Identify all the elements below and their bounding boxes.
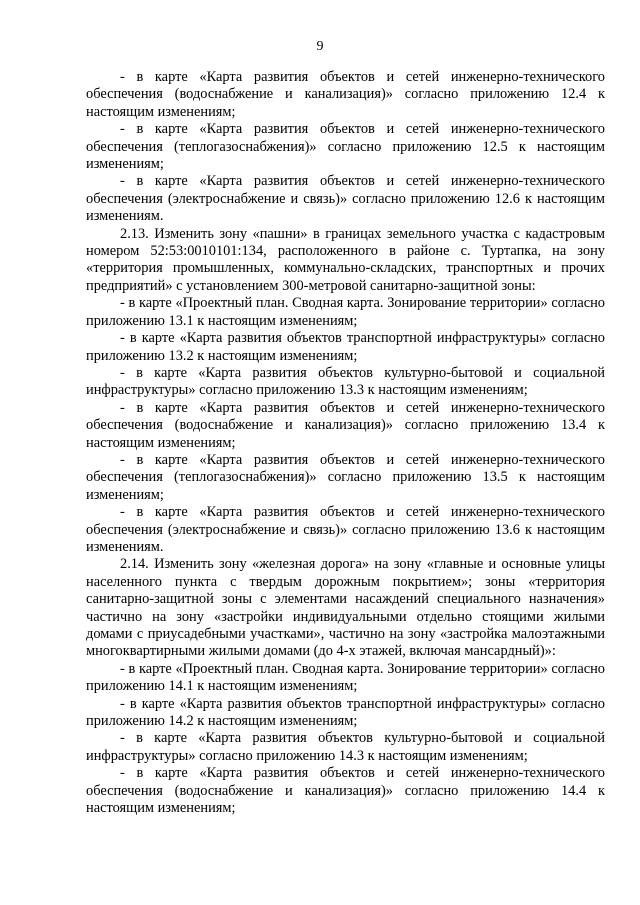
paragraph-bullet-13-4: - в карте «Карта развития объектов и сетей инженерно-технического обеспечения (водоснабжение и канализация)» согласно приложению 13.4 к настоящим изменениям; [86, 399, 605, 451]
paragraph-bullet-12-5: - в карте «Карта развития объектов и сетей инженерно-технического обеспечения (теплогазоснабжения)» согласно приложению 12.5 к настоящим изменениям; [86, 121, 605, 173]
paragraph-bullet-13-6: - в карте «Карта развития объектов и сетей инженерно-технического обеспечения (электроснабжение и связь)» согласно приложению 13.6 к настоящим изменениям. [86, 504, 605, 555]
paragraph-bullet-13-2: - в карте «Карта развития объектов транспортной инфраструктуры» согласно приложению 13.2 к настоящим изменениям; [86, 330, 605, 364]
paragraph-bullet-12-4: - в карте «Карта развития объектов и сетей инженерно-технического обеспечения (водоснабжение и канализация)» согласно приложению 12.4 к настоящим изменениям; [86, 69, 605, 120]
document-body [86, 69, 605, 817]
paragraph-bullet-13-3: - в карте «Карта развития объектов культурно-бытовой и социальной инфраструктуры» согласно приложению 13.3 к настоящим изменениям; [86, 364, 605, 399]
paragraph-bullet-14-4: - в карте «Карта развития объектов и сетей инженерно-технического обеспечения (водоснабжение и канализация)» согласно приложению 14.4 к настоящим изменениям; [86, 765, 605, 817]
paragraph-bullet-14-1: - в карте «Проектный план. Сводная карта. Зонирование территории» согласно приложению 14.1 к настоящим изменениям; [86, 660, 605, 695]
paragraph-bullet-14-3: - в карте «Карта развития объектов культурно-бытовой и социальной инфраструктуры» согласно приложению 14.3 к настоящим изменениям; [86, 730, 605, 764]
paragraph-bullet-13-5: - в карте «Карта развития объектов и сетей инженерно-технического обеспечения (теплогазоснабжения)» согласно приложению 13.5 к настоящим изменениям; [86, 451, 605, 503]
paragraph-bullet-13-1: - в карте «Проектный план. Сводная карта. Зонирование территории» согласно приложению 13.1 к настоящим изменениям; [86, 295, 605, 329]
paragraph-bullet-14-2: - в карте «Карта развития объектов транспортной инфраструктуры» согласно приложению 14.2 к настоящим изменениям; [86, 695, 605, 730]
paragraph-item-2-14: 2.14. Изменить зону «железная дорога» на зону «главные и основные улицы населенного пункта с твердым дорожным покрытием»; зоны «территория санитарно-защитной зоны с элементами насаждений специального назначения» частично на зону «застройки индивидуальными отдельно стоящими жилыми домами с приусадебными участками», частично на зону «застройка малоэтажными многоквартирными жилыми домами (до 4-х этажей, включая мансардный)»: [86, 556, 605, 660]
paragraph-item-2-13: 2.13. Изменить зону «пашни» в границах земельного участка с кадастровым номером 52:53:0010101:134, расположенного в районе с. Туртапка, на зону «территория промышленных, коммунально-складских, транспортных и прочих предприятий» с установлением 300-метровой санитарно-защитной зоны: [86, 225, 605, 294]
page-number: 9 [316, 39, 324, 54]
paragraph-bullet-12-6: - в карте «Карта развития объектов и сетей инженерно-технического обеспечения (электроснабжение и связь)» согласно приложению 12.6 к настоящим изменениям. [86, 173, 605, 225]
